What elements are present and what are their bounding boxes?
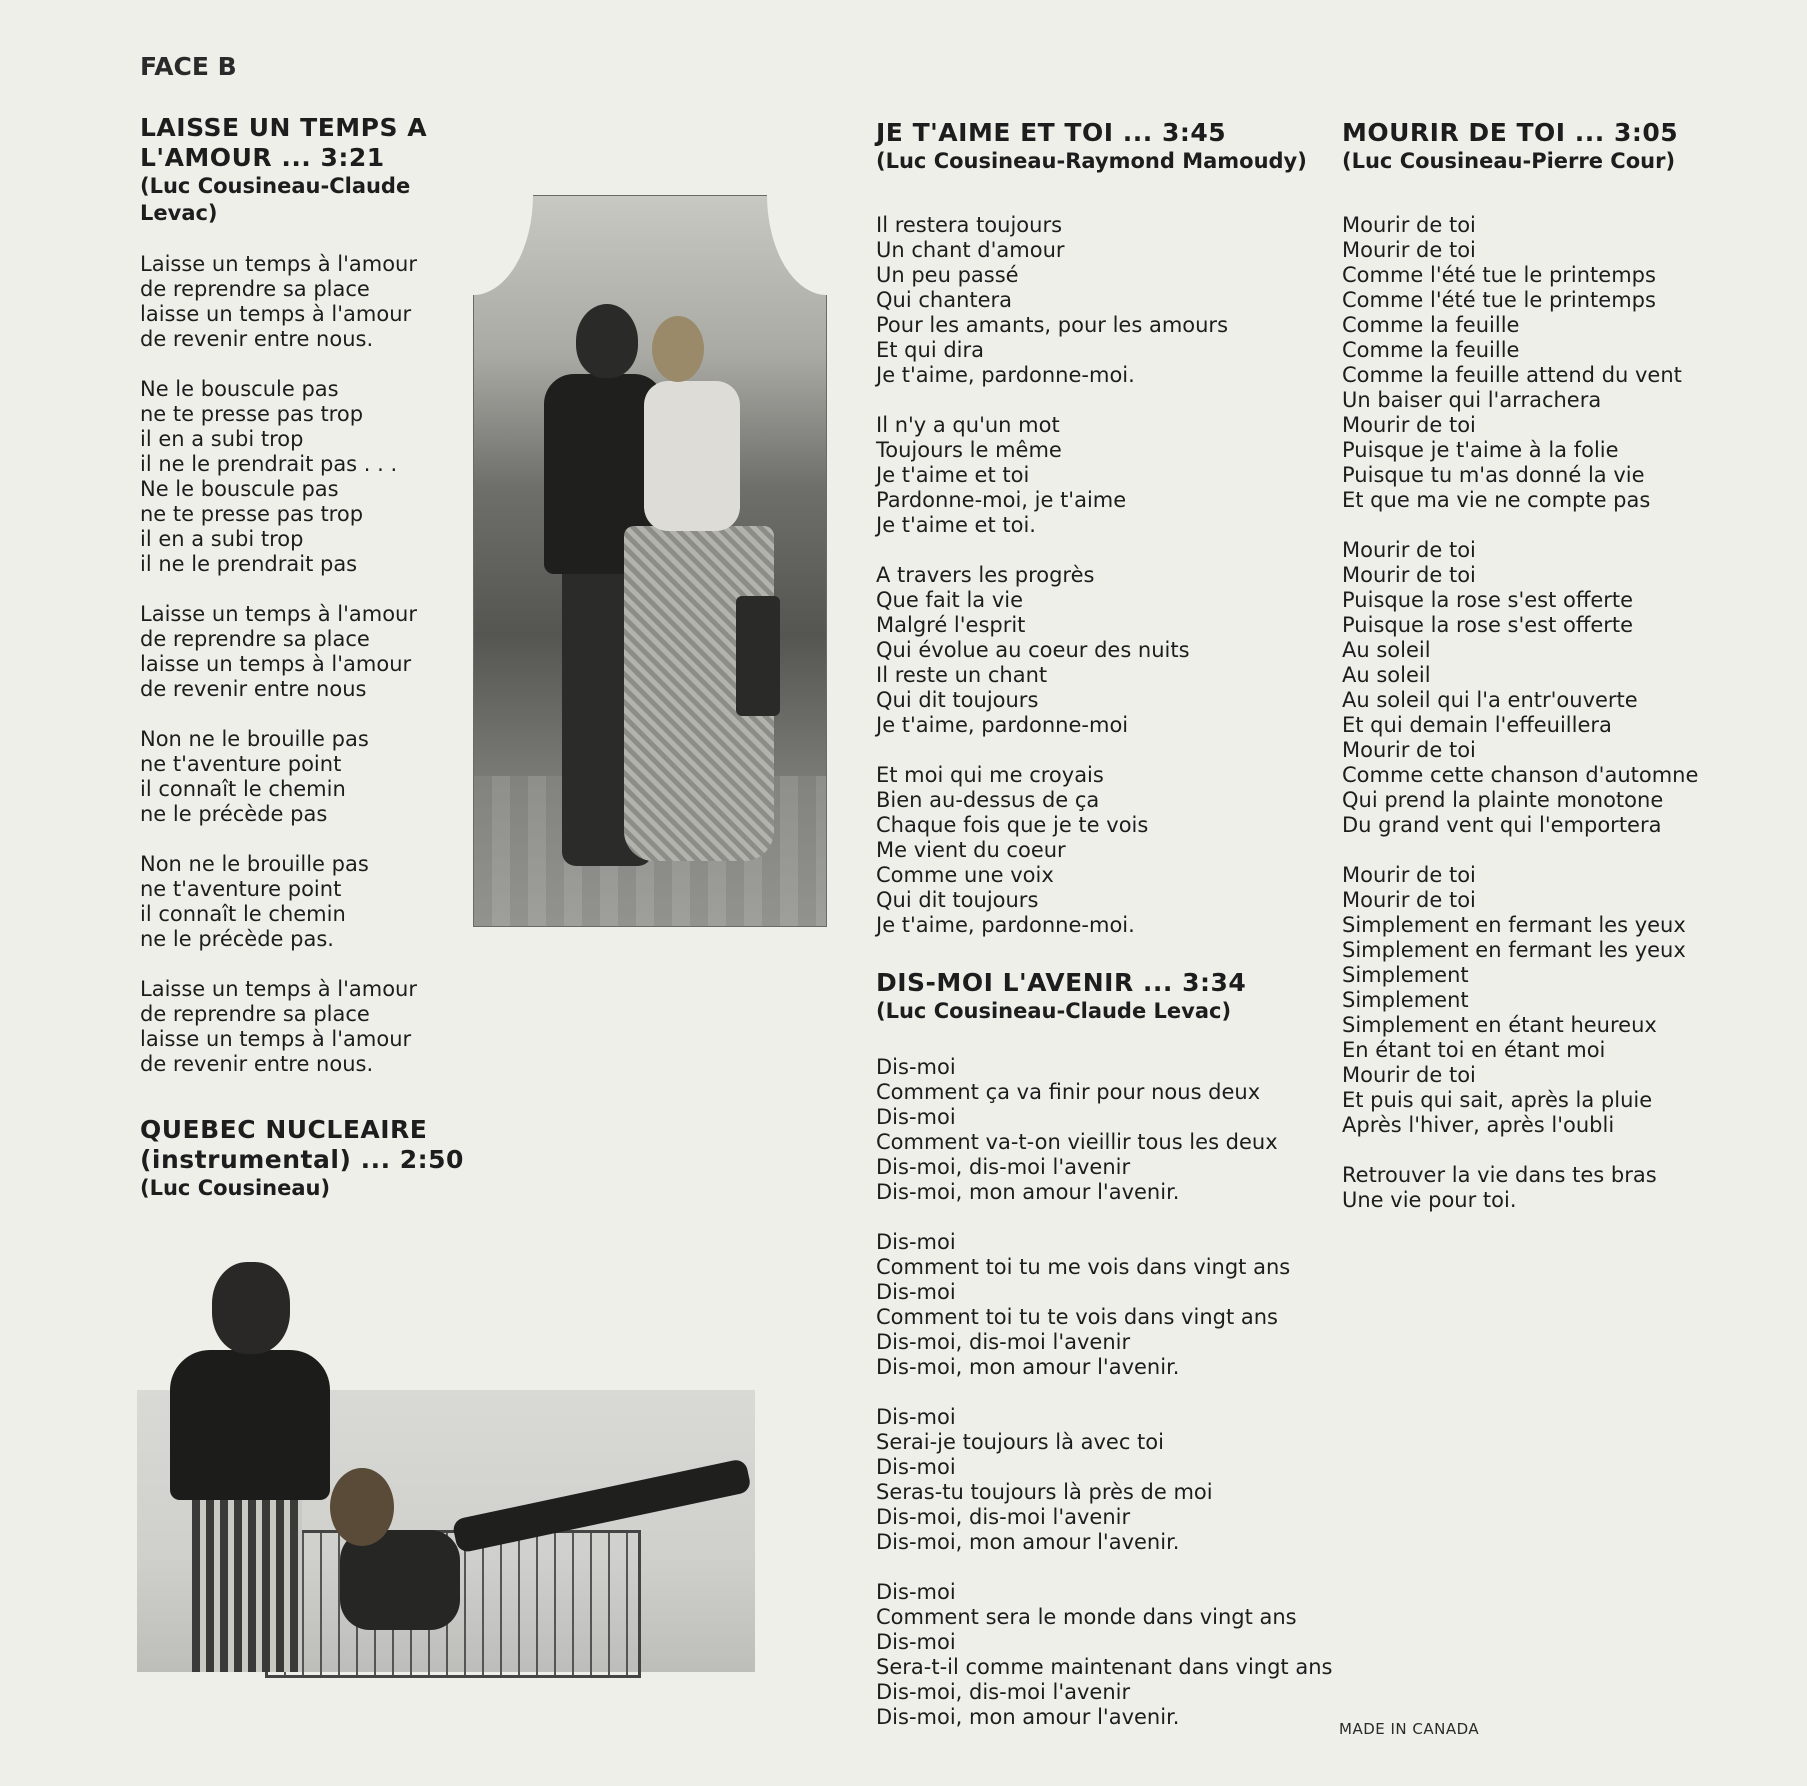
woman-figure — [652, 316, 704, 382]
song-title: MOURIR DE TOI ... 3:05 — [1342, 118, 1679, 147]
song-mourir-de-toi — [1342, 118, 1782, 1213]
song-credit: (Luc Cousineau-Claude Levac) — [140, 174, 411, 225]
song-title: QUEBEC NUCLEAIRE (instrumental) ... 2:50 — [140, 1115, 464, 1174]
column-middle — [876, 118, 1346, 1730]
lyric-stanza: Il restera toujours Un chant d'amour Un peu passé Qui chantera Pour les amants, pour les amours Et qui dira Je t'aime, pardonne-moi. — [876, 213, 1229, 387]
lyric-stanza: Ne le bouscule pas ne te presse pas trop il en a subi trop il ne le prendrait pas . . . Ne le bouscule pas ne te presse pas trop il en a subi trop il ne le prendrait pas — [140, 377, 398, 576]
song-credit: (Luc Cousineau-Raymond Mamoudy) — [876, 149, 1307, 173]
column-left — [140, 113, 480, 1202]
column-right — [1342, 118, 1782, 1213]
man-figure — [170, 1262, 330, 1672]
song-credit: (Luc Cousineau) — [140, 1176, 331, 1200]
song-je-taime-et-toi — [876, 118, 1346, 938]
lyric-stanza: Non ne le brouille pas ne t'aventure point il connaît le chemin ne le précède pas — [140, 727, 369, 826]
song-quebec-nucleaire — [140, 1115, 480, 1202]
face-label: FACE B — [140, 52, 237, 81]
lyric-stanza: Mourir de toi Mourir de toi Puisque la rose s'est offerte Puisque la rose s'est offerte Au soleil Au soleil Au soleil qui l'a entr'ouverte Et qui demain l'effeuillera Mourir de toi Comme cette chanson d'automne Qui prend la plainte monotone Du grand vent qui l'emportera — [1342, 538, 1699, 837]
made-in-label: MADE IN CANADA — [1339, 1720, 1480, 1738]
handbag — [736, 596, 780, 716]
lyric-stanza: Laisse un temps à l'amour de reprendre sa place laisse un temps à l'amour de revenir entre nous. — [140, 252, 417, 351]
lyric-stanza: Laisse un temps à l'amour de reprendre sa place laisse un temps à l'amour de revenir entre nous. — [140, 977, 417, 1076]
man-figure — [192, 1498, 302, 1672]
lyric-stanza: Laisse un temps à l'amour de reprendre sa place laisse un temps à l'amour de revenir entre nous — [140, 602, 417, 701]
lyric-stanza: Non ne le brouille pas ne t'aventure point il connaît le chemin ne le précède pas. — [140, 852, 369, 951]
lyric-stanza: Mourir de toi Mourir de toi Comme l'été tue le printemps Comme l'été tue le printemps Comme la feuille Comme la feuille Comme la feuille attend du vent Un baiser qui l'arrachera Mourir de toi Puisque je t'aime à la folie Puisque tu m'as donné la vie Et que ma vie ne compte pas — [1342, 213, 1682, 512]
song-lyrics — [1342, 213, 1782, 1213]
song-title: LAISSE UN TEMPS A L'AMOUR ... 3:21 — [140, 113, 428, 172]
man-figure — [576, 304, 638, 378]
lyric-stanza: Retrouver la vie dans tes bras Une vie pour toi. — [1342, 1163, 1657, 1212]
lyric-stanza: Dis-moi Comment sera le monde dans vingt ans Dis-moi Sera-t-il comme maintenant dans vingt ans Dis-moi, dis-moi l'avenir Dis-moi, mon amour l'avenir. — [876, 1580, 1333, 1729]
lyric-stanza: Dis-moi Serai-je toujours là avec toi Dis-moi Seras-tu toujours là près de moi Dis-moi, dis-moi l'avenir Dis-moi, mon amour l'avenir. — [876, 1405, 1213, 1554]
lyric-stanza: Dis-moi Comment ça va finir pour nous deux Dis-moi Comment va-t-on vieillir tous les deux Dis-moi, dis-moi l'avenir Dis-moi, mon amour l'avenir. — [876, 1055, 1278, 1204]
song-lyrics — [876, 1055, 1346, 1730]
song-title: JE T'AIME ET TOI ... 3:45 — [876, 118, 1227, 147]
lyric-stanza: Dis-moi Comment toi tu me vois dans vingt ans Dis-moi Comment toi tu te vois dans vingt ans Dis-moi, dis-moi l'avenir Dis-moi, mon amour l'avenir. — [876, 1230, 1291, 1379]
woman-figure — [644, 381, 740, 531]
lyric-stanza: A travers les progrès Que fait la vie Malgré l'esprit Qui évolue au coeur des nuits Il reste un chant Qui dit toujours Je t'aime, pardonne-moi — [876, 563, 1190, 737]
couple-walking-photo — [473, 195, 827, 927]
man-figure — [212, 1262, 290, 1354]
photo-arch-corner — [767, 195, 827, 295]
song-laisse-un-temps — [140, 113, 480, 1077]
song-dis-moi-lavenir — [876, 968, 1346, 1730]
photo-arch-corner — [473, 195, 533, 295]
lyric-stanza: Mourir de toi Mourir de toi Simplement en fermant les yeux Simplement en fermant les yeux Simplement Simplement Simplement en étant heureux En étant toi en étant moi Mourir de toi Et puis qui sait, après la pluie Après l'hiver, après l'oubli — [1342, 863, 1686, 1137]
lyric-stanza: Il n'y a qu'un mot Toujours le même Je t'aime et toi Pardonne-moi, je t'aime Je t'aime et toi. — [876, 413, 1127, 537]
song-title: DIS-MOI L'AVENIR ... 3:34 — [876, 968, 1247, 997]
song-credit: (Luc Cousineau-Pierre Cour) — [1342, 149, 1676, 173]
song-lyrics — [876, 213, 1346, 938]
song-lyrics — [140, 252, 480, 1077]
song-credit: (Luc Cousineau-Claude Levac) — [876, 999, 1232, 1023]
woman-figure — [330, 1468, 394, 1546]
man-figure — [170, 1350, 330, 1500]
lyric-stanza: Et moi qui me croyais Bien au-dessus de ça Chaque fois que je te vois Me vient du coeur Comme une voix Qui dit toujours Je t'aime, pardonne-moi. — [876, 763, 1149, 937]
